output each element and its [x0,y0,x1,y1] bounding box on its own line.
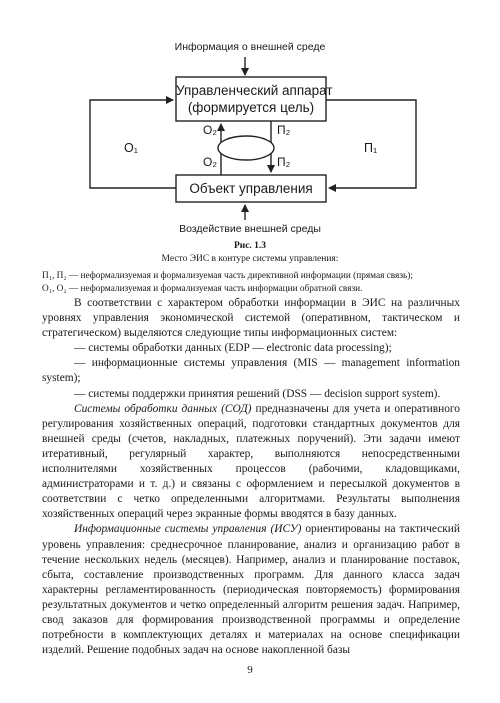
figure-number: Рис. 1.3 [233,241,267,251]
top-box-label [176,82,333,116]
legend-line-2: O₁, O₂ — неформализуемая и формализуемая часть информации обратной связи. [42,284,363,294]
paragraph-sod [42,402,460,523]
p2-lower-label: П₂ [277,155,291,169]
top-box-line2: (формируется цель) [187,100,315,115]
figure-legend [42,270,462,296]
o2-upper-label: O₂ [203,123,217,137]
p1-label: П₁ [364,141,378,155]
paragraph-1: В соответствии с характером обработки информации в ЭИС на различных уровнях управления экономической системой (оперативном, тактическом и стратегическом) выделяются следующие типы информационных систем: [42,297,460,340]
page-number: 9 [247,664,253,676]
bottom-box-label: Объект управления [189,181,313,196]
paragraph-sod-text: предназначены для учета и оперативного регулирования хозяйственных операций, подготовки стандартных документов для внешней среды (счетов, накладных, платежных поручений). Эти задачи имеют итеративный, регулярный характер, выполняются непосредственными исполнителями хозяйственных процессов (рабочими, кладовщиками, администраторами и т. д.) и связаны с оформлением и пересылкой документов в соответствии с четко определенными алгоритмами. Результаты выполнения хозяйственных операций через экранные формы вводятся в базу данных. [42,402,460,521]
o1-label: O₁ [124,141,138,155]
eis-ellipse [218,136,274,160]
paragraph-isu [42,522,460,658]
top-box-line1: Управленческий аппарат [176,83,333,98]
bottom-input-label: Воздействие внешней среды [179,223,321,235]
term-isu: Информационные системы управления (ИСУ) [74,523,302,536]
term-sod: Системы обработки данных (СОД) [74,402,252,415]
o2-lower-label: O₂ [203,155,217,169]
control-loop-diagram [0,0,500,240]
paragraph-isu-text: ориентированы на тактический уровень управления: среднесрочное планирование, анализ и организацию работ в течение нескольких недель (месяцев). Например, анализ и планирование поставок, сбыта, составление производственных программ. Для данного класса задач характерны регламентированность (периодическая повторяемость) формирования результатных документов и четко определенный алгоритм решения задач. Например, свод заказов для формирования производственной программы и определение потребности в комплектующих деталях и материалах на основе спецификации изделий. Решение подобных задач на основе накопленной базы [42,523,461,657]
legend-line-1: П₁, П₂ — неформализуемая и формализуемая часть директивной информации (прямая связь); [42,271,413,281]
figure-caption: Место ЭИС в контуре системы управления: [161,254,339,264]
list-item-dss: — системы поддержки принятия решений (DSS — decision support system). [74,387,441,400]
body-text [42,296,460,658]
list-item-edp: — системы обработки данных (EDP — electronic data processing); [74,342,392,355]
p2-upper-label: П₂ [277,123,291,137]
list-item-mis: — информационные системы управления (MIS — management information system); [42,357,460,385]
diagram-lines [0,0,500,240]
top-input-label: Информация о внешней среде [174,41,326,53]
